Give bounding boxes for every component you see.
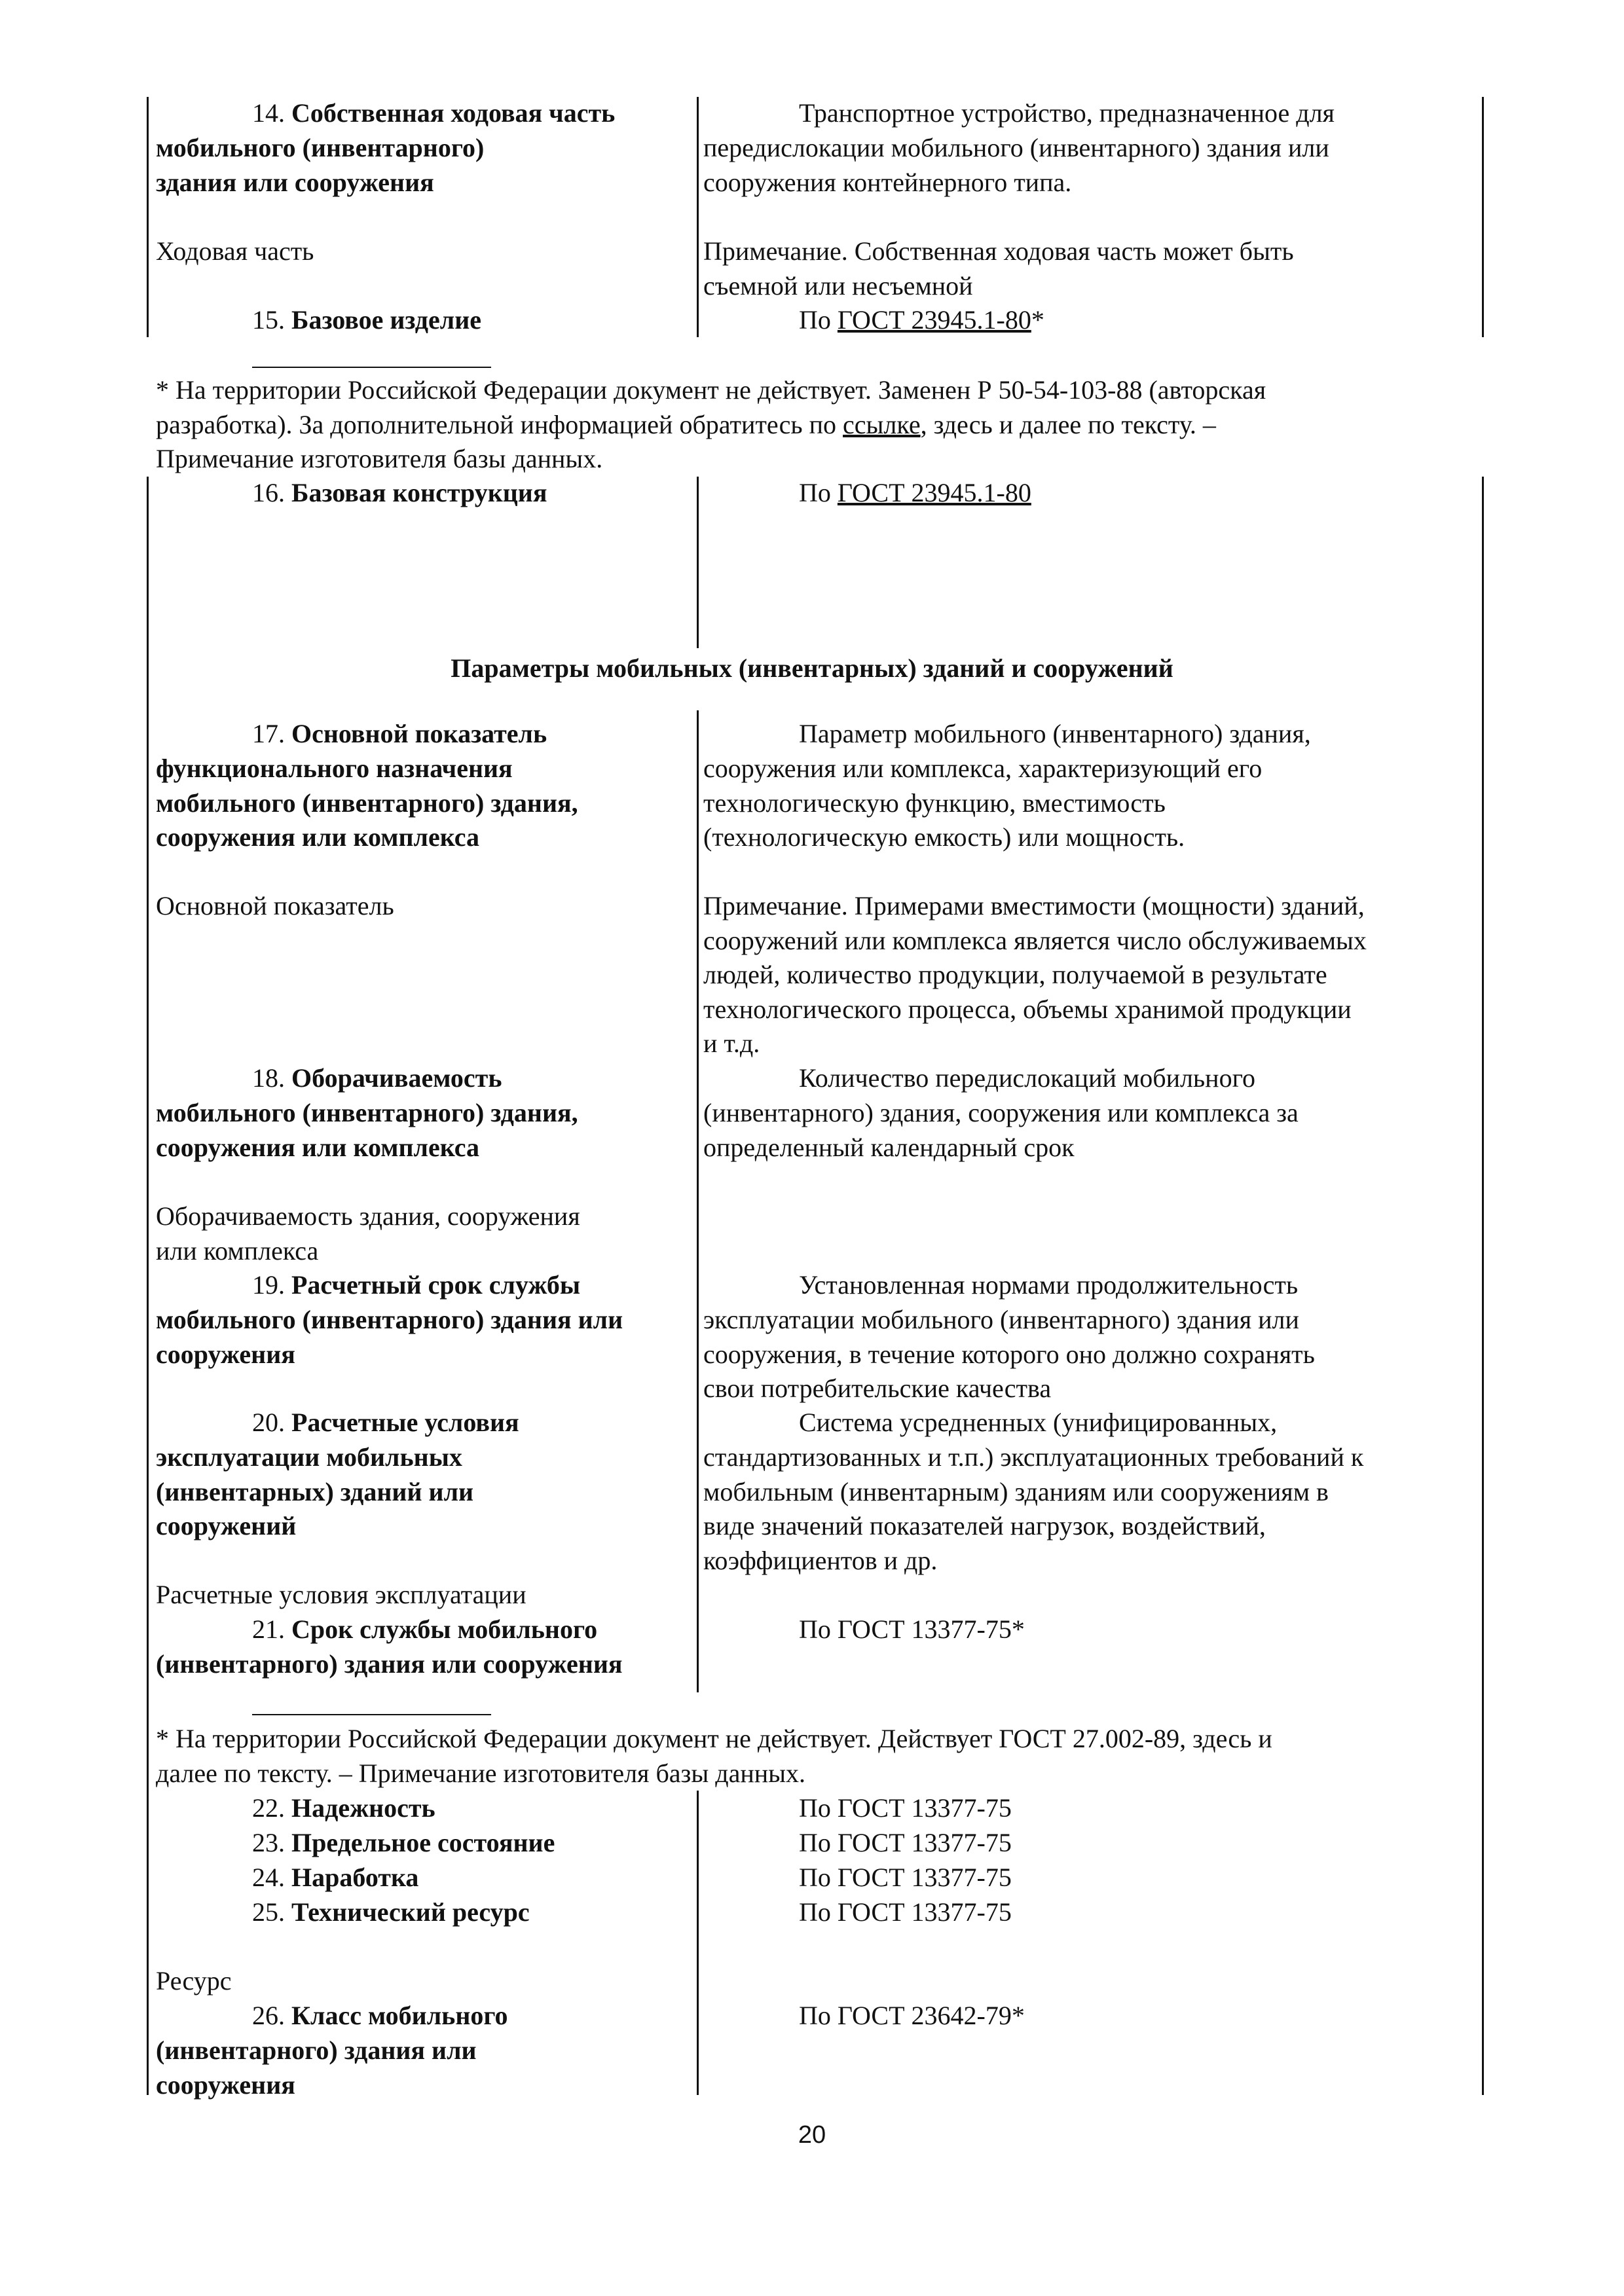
term-14-title-cont: мобильного (инвентарного) здания или сооружения xyxy=(156,133,485,197)
term-20-title: 20. Расчетные условия xyxy=(252,1408,519,1437)
term-14-title: 14. Собственная ходовая часть xyxy=(252,98,616,128)
term-26-definition: По ГОСТ 23642-79* xyxy=(799,2001,1025,2030)
term-17-short: Основной показатель xyxy=(156,891,394,920)
term-20-definition: Система усредненных (унифицированных, xyxy=(799,1408,1278,1437)
column-divider-2b xyxy=(697,710,699,1692)
term-21-title-cont: (инвентарного) здания или сооружения xyxy=(156,1649,623,1679)
term-19-title: 19. Расчетный срок службы xyxy=(252,1270,581,1300)
footnote-2: * На территории Российской Федерации документ не действует. Действует ГОСТ 27.002-89, здесь и далее по тексту. – Примечание изготовителя базы данных. xyxy=(156,1724,1272,1788)
footnote-1: * На территории Российской Федерации документ не действует. Заменен Р 50-54-103-88 (авторская разработка). За дополнительной информацией обратитесь по ссылке, здесь и далее по тексту. – Примечание изготовителя базы данных. xyxy=(156,375,1266,473)
term-17-definition: Параметр мобильного (инвентарного) здания, xyxy=(799,719,1311,748)
term-19-title-cont: мобильного (инвентарного) здания или сооружения xyxy=(156,1305,623,1369)
term-15-title: 15. Базовое изделие xyxy=(252,305,481,335)
term-21-title: 21. Срок службы мобильного xyxy=(252,1614,598,1644)
term-25-short: Ресурс xyxy=(156,1966,232,1995)
term-25-definition: По ГОСТ 13377-75 xyxy=(799,1897,1012,1927)
gost-link[interactable]: ГОСТ 23945.1-80 xyxy=(837,478,1031,507)
term-20-definition-cont: стандартизованных и т.п.) эксплуатационных требований к мобильным (инвентарным) зданиям или сооружениям в виде значений показателей нагрузок, воздействий, коэффициентов и др. xyxy=(703,1442,1364,1575)
term-17-note: Примечание. Примерами вместимости (мощности) зданий, сооружений или комплекса является число обслуживаемых людей, количество продукции, получаемой в результате технологического процесса, объемы хранимой продукции и т.д. xyxy=(703,891,1367,1058)
term-19-definition-cont: эксплуатации мобильного (инвентарного) здания или сооружения, в течение которого оно должно сохранять свои потребительские качества xyxy=(703,1305,1315,1403)
page-number: 20 xyxy=(798,2121,826,2149)
term-17-title-cont: функционального назначения мобильного (инвентарного) здания, сооружения или комплекса xyxy=(156,754,578,852)
term-21-definition: По ГОСТ 13377-75* xyxy=(799,1614,1025,1644)
right-border-2 xyxy=(1482,477,1484,2095)
term-16-definition: По ГОСТ 23945.1-80 xyxy=(799,478,1031,507)
term-17-title: 17. Основной показатель xyxy=(252,719,547,748)
column-divider-2a xyxy=(697,477,699,648)
term-18-title-cont: мобильного (инвентарного) здания, сооружения или комплекса xyxy=(156,1098,578,1162)
term-24-definition: По ГОСТ 13377-75 xyxy=(799,1863,1012,1892)
term-20-short: Расчетные условия эксплуатации xyxy=(156,1580,526,1609)
footnote-rule-2 xyxy=(252,1714,491,1715)
term-18-title: 18. Оборачиваемость xyxy=(252,1063,502,1093)
term-19-definition: Установленная нормами продолжительность xyxy=(799,1270,1299,1300)
term-17-definition-cont: сооружения или комплекса, характеризующий его технологическую функцию, вместимость (технологическую емкость) или мощность. xyxy=(703,754,1263,852)
column-divider-1 xyxy=(697,97,699,337)
term-25-title: 25. Технический ресурс xyxy=(252,1897,530,1927)
section-heading: Параметры мобильных (инвентарных) зданий и сооружений xyxy=(451,653,1173,683)
term-23-definition: По ГОСТ 13377-75 xyxy=(799,1828,1012,1857)
footnote-rule-1 xyxy=(252,367,491,368)
term-26-title-cont: (инвентарного) здания или сооружения xyxy=(156,2035,477,2100)
term-18-short: Оборачиваемость здания, сооружения или комплекса xyxy=(156,1201,580,1266)
term-14-definition-cont: передислокации мобильного (инвентарного) здания или сооружения контейнерного типа. xyxy=(703,133,1329,197)
term-23-title: 23. Предельное состояние xyxy=(252,1828,555,1857)
term-15-definition: По ГОСТ 23945.1-80* xyxy=(799,305,1044,335)
left-border-1 xyxy=(147,97,149,337)
term-18-definition: Количество передислокаций мобильного xyxy=(799,1063,1255,1093)
term-16-title: 16. Базовая конструкция xyxy=(252,478,547,507)
left-border-2 xyxy=(147,477,149,2095)
term-24-title: 24. Наработка xyxy=(252,1863,419,1892)
term-14-short: Ходовая часть xyxy=(156,236,314,266)
gost-link[interactable]: ГОСТ 23945.1-80 xyxy=(837,305,1031,335)
term-14-definition: Транспортное устройство, предназначенное для xyxy=(799,98,1335,128)
column-divider-2c xyxy=(697,1791,699,2095)
term-18-definition-cont: (инвентарного) здания, сооружения или комплекса за определенный календарный срок xyxy=(703,1098,1299,1162)
term-14-note: Примечание. Собственная ходовая часть может быть съемной или несъемной xyxy=(703,236,1294,301)
footnote-link[interactable]: ссылке xyxy=(843,409,921,439)
term-22-definition: По ГОСТ 13377-75 xyxy=(799,1793,1012,1823)
term-26-title: 26. Класс мобильного xyxy=(252,2001,508,2030)
right-border-1 xyxy=(1482,97,1484,337)
term-22-title: 22. Надежность xyxy=(252,1793,435,1823)
term-20-title-cont: эксплуатации мобильных (инвентарных) зданий или сооружений xyxy=(156,1442,474,1540)
